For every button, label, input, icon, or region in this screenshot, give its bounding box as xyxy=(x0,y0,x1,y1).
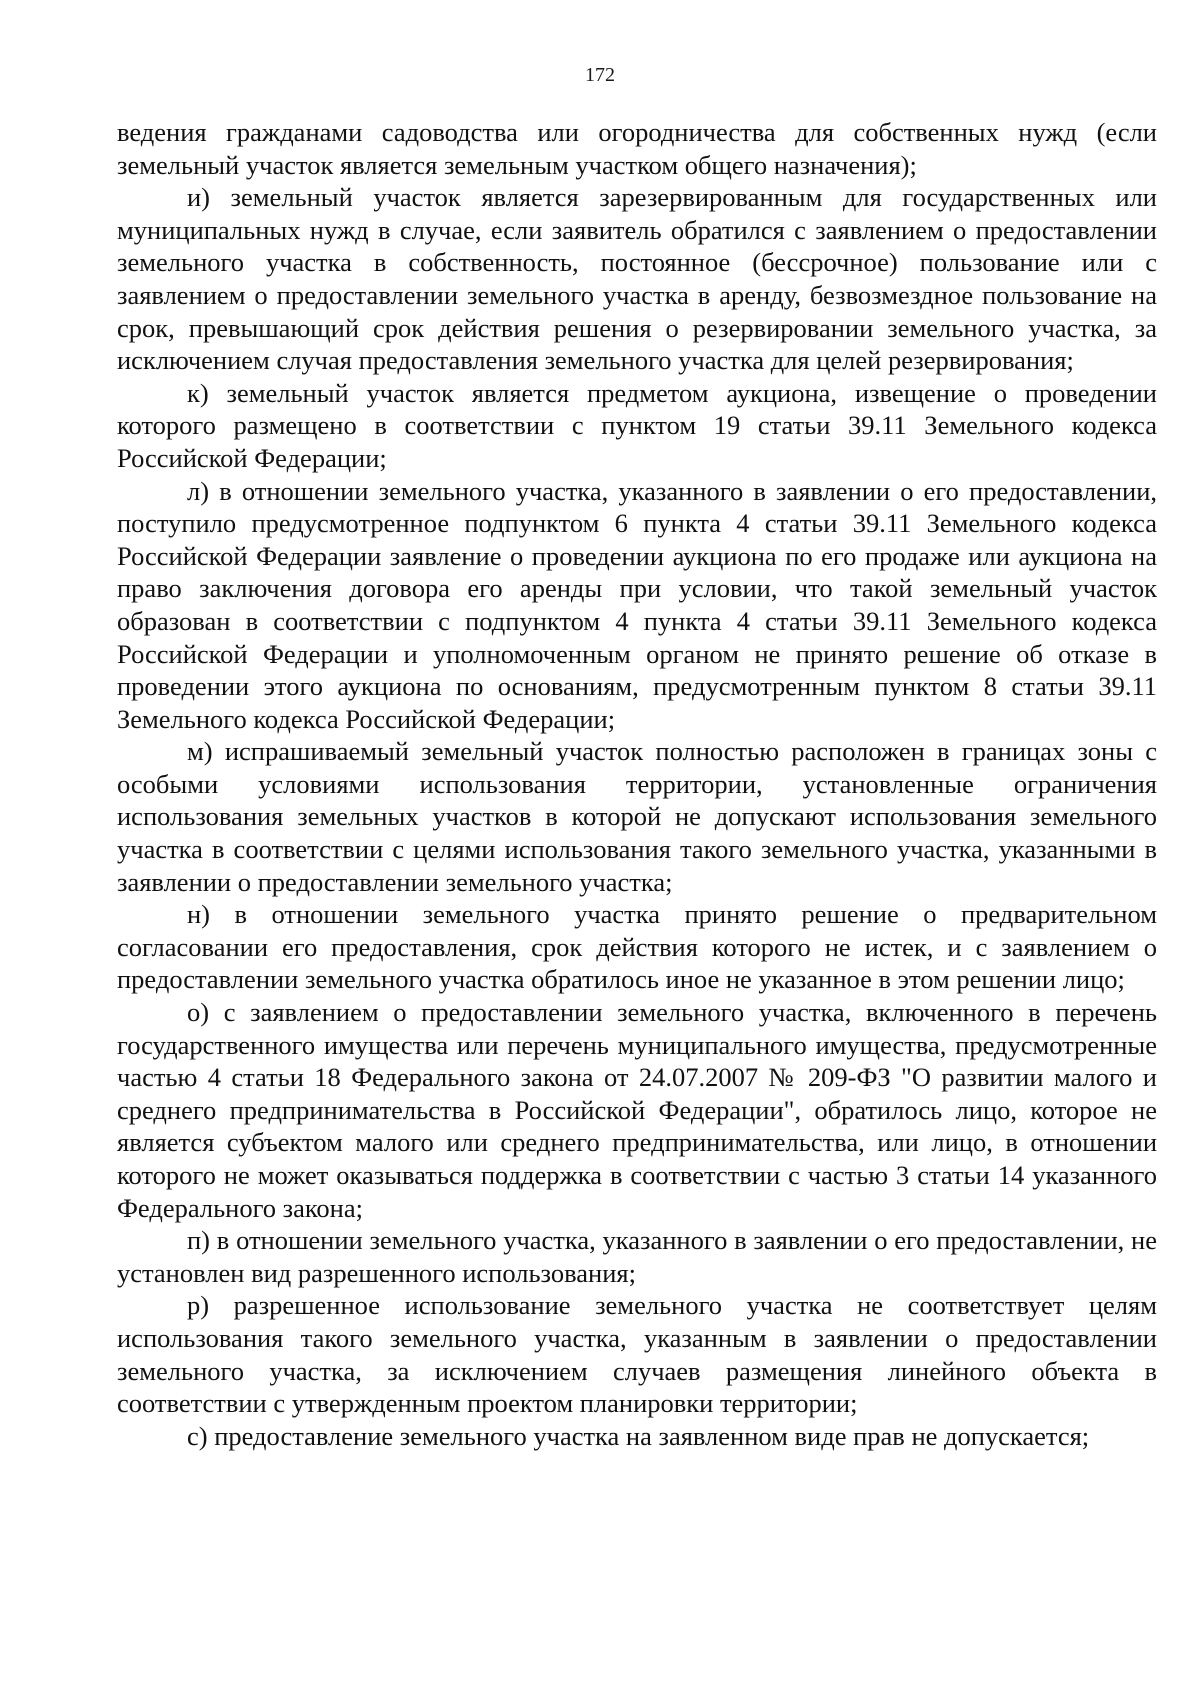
page-number: 172 xyxy=(585,64,615,86)
document-body xyxy=(117,116,1157,1452)
paragraph-item-l: л) в отношении земельного участка, указанного в заявлении о его предоставлении, поступило предусмотренное подпунктом 6 пункта 4 статьи 39.11 Земельного кодекса Российской Федерации заявление о проведении аукциона по его продаже или аукциона на право заключения договора его аренды при условии, что такой земельный участок образован в соответствии с подпунктом 4 пункта 4 статьи 39.11 Земельного кодекса Российской Федерации и уполномоченным органом не принято решение об отказе в проведении этого аукциона по основаниям, предусмотренным пунктом 8 статьи 39.11 Земельного кодекса Российской Федерации; xyxy=(117,475,1157,734)
paragraph-item-k: к) земельный участок является предметом аукциона, извещение о проведении которого размещено в соответствии с пунктом 19 статьи 39.11 Земельного кодекса Российской Федерации; xyxy=(117,377,1157,473)
paragraph-item-p: п) в отношении земельного участка, указанного в заявлении о его предоставлении, не установлен вид разрешенного использования; xyxy=(117,1225,1157,1288)
paragraph-item-i: и) земельный участок является зарезервированным для государственных или муниципальных нужд в случае, если заявитель обратился с заявлением о предоставлении земельного участка в собственность, постоянное (бессрочное) пользование или с заявлением о предоставлении земельного участка в аренду, безвозмездное пользование на срок, превышающий срок действия решения о резервировании земельного участка, за исключением случая предоставления земельного участка для целей резервирования; xyxy=(117,182,1157,376)
paragraph-item-m: м) испрашиваемый земельный участок полностью расположен в границах зоны с особыми условиями использования территории, установленные ограничения использования земельных участков в которой не допускают использования земельного участка в соответствии с целями использования такого земельного участка, указанными в заявлении о предоставлении земельного участка; xyxy=(117,736,1157,897)
paragraph-item-n: н) в отношении земельного участка принято решение о предварительном согласовании его предоставления, срок действия которого не истек, и с заявлением о предоставлении земельного участка обратилось иное не указанное в этом решении лицо; xyxy=(117,899,1157,995)
paragraph-item-r: р) разрешенное использование земельного участка не соответствует целям использования такого земельного участка, указанным в заявлении о предоставлении земельного участка, за исключением случаев размещения линейного объекта в соответствии с утвержденным проектом планировки территории; xyxy=(117,1290,1157,1419)
paragraph-item-o: о) с заявлением о предоставлении земельного участка, включенного в перечень государственного имущества или перечень муниципального имущества, предусмотренные частью 4 статьи 18 Федерального закона от 24.07.2007 № 209-ФЗ "О развитии малого и среднего предпринимательства в Российской Федерации", обратилось лицо, которое не является субъектом малого или среднего предпринимательства, или лицо, в отношении которого не может оказываться поддержка в соответствии с частью 3 статьи 14 указанного Федерального закона; xyxy=(117,997,1157,1223)
paragraph-item-s: с) предоставление земельного участка на заявленном виде прав не допускается; xyxy=(187,1420,1090,1451)
paragraph-continuation: ведения гражданами садоводства или огородничества для собственных нужд (если земельный участок является земельным участком общего назначения); xyxy=(117,117,1157,180)
